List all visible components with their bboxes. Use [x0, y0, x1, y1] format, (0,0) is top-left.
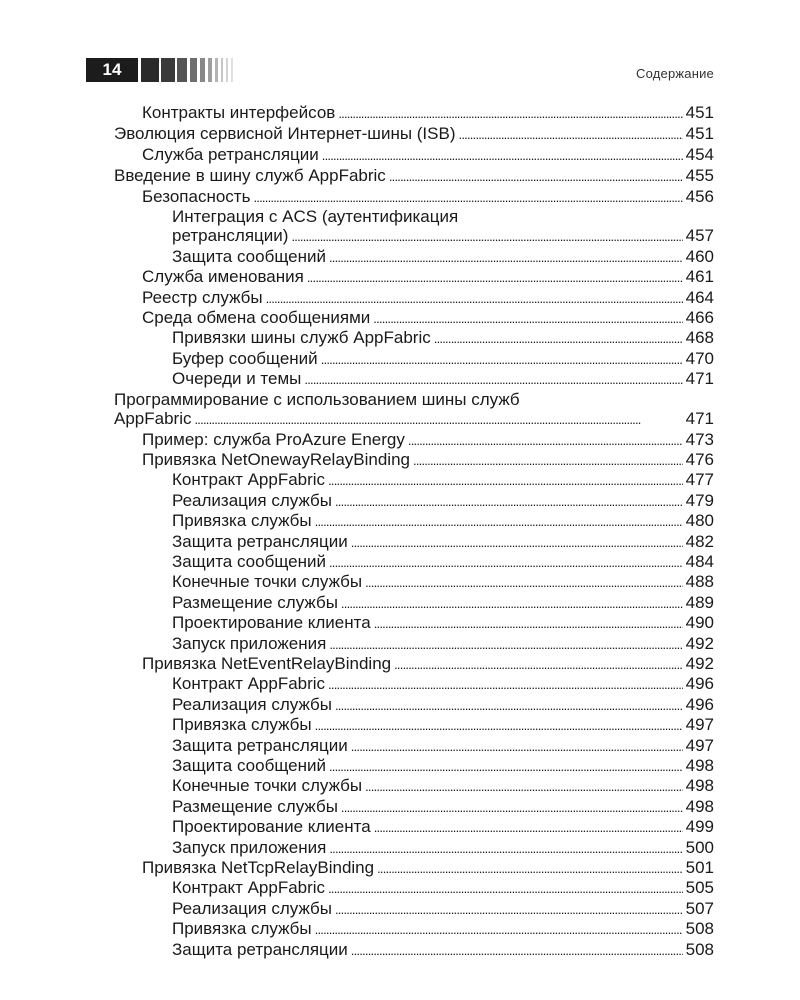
- toc-item-title: Контракт AppFabric: [172, 470, 326, 490]
- toc-entry-row: [114, 409, 714, 429]
- toc-item-title: Проектирование клиента: [172, 817, 371, 837]
- toc-item[interactable]: [114, 288, 714, 308]
- page-number: 14: [86, 58, 138, 82]
- toc-item-title: Реестр службы: [142, 287, 263, 307]
- dot-leader: [329, 634, 682, 654]
- dot-leader: [335, 899, 683, 919]
- toc-item-title: Безопасность: [142, 186, 251, 206]
- toc-item-page: 499: [685, 817, 714, 837]
- toc-item-title: Проектирование клиента: [172, 613, 371, 633]
- dot-leader: [434, 328, 683, 348]
- toc-item-page: 505: [685, 878, 714, 898]
- running-head: Содержание: [636, 66, 714, 81]
- toc-item[interactable]: [114, 267, 714, 287]
- toc-item-title: Защита сообщений: [172, 756, 326, 775]
- dot-leader: [408, 430, 683, 450]
- dot-leader: [351, 532, 683, 552]
- toc-item-title: Контракты интерфейсов: [142, 103, 336, 122]
- toc-item-page: 464: [685, 287, 714, 307]
- toc-item-title: AppFabric: [114, 409, 192, 429]
- toc-item-title: Запуск приложения: [172, 633, 327, 653]
- toc-item[interactable]: [114, 491, 714, 511]
- toc-item-page: 489: [685, 592, 714, 612]
- dot-leader: [365, 572, 683, 592]
- toc-item-title-line1: Интеграция с ACS (аутентификация: [172, 207, 459, 227]
- dot-leader: [394, 654, 683, 674]
- dot-leader: [291, 226, 682, 246]
- toc-item-page: 498: [685, 776, 714, 796]
- toc-item[interactable]: [114, 572, 714, 592]
- toc-item[interactable]: [114, 207, 714, 247]
- dot-leader: [328, 470, 683, 490]
- toc-item-title: Размещение службы: [172, 592, 338, 612]
- toc-item-page: 476: [685, 449, 714, 469]
- dot-leader: [351, 736, 683, 756]
- toc-item-title: Привязка службы: [172, 919, 312, 939]
- dot-leader: [328, 674, 683, 694]
- toc-item[interactable]: [114, 817, 714, 837]
- dot-leader: [338, 103, 682, 123]
- toc-item-title: Служба именования: [142, 267, 304, 287]
- toc-item-page: 498: [685, 796, 714, 816]
- toc-item[interactable]: [114, 247, 714, 267]
- toc-item-page: 455: [685, 166, 714, 186]
- toc-item[interactable]: [114, 103, 714, 123]
- toc-item-title: Привязки шины служб AppFabric: [172, 328, 431, 348]
- toc-item[interactable]: [114, 369, 714, 389]
- toc-item-title: Защита ретрансляции: [172, 939, 348, 959]
- dot-leader: [377, 858, 683, 878]
- dot-leader: [373, 308, 682, 328]
- dot-leader: [307, 267, 683, 287]
- toc-item-page: 500: [685, 837, 714, 857]
- dot-leader: [329, 247, 683, 267]
- toc-item[interactable]: [114, 797, 714, 817]
- toc-item[interactable]: [114, 145, 714, 165]
- toc-item-page: 496: [685, 694, 714, 714]
- toc-item-page: 477: [685, 470, 714, 490]
- table-of-contents: [114, 103, 714, 960]
- toc-item-title: Буфер сообщений: [172, 348, 318, 368]
- toc-item-page: 508: [685, 919, 714, 939]
- toc-item-title: Защита ретрансляции: [172, 735, 348, 755]
- toc-item-title: Защита сообщений: [172, 246, 326, 266]
- toc-item[interactable]: [114, 166, 714, 186]
- toc-item[interactable]: [114, 328, 714, 348]
- toc-item-title: Привязка службы: [172, 511, 312, 531]
- toc-item-title: Привязка службы: [172, 715, 312, 735]
- toc-item-page: 488: [685, 572, 714, 592]
- toc-item[interactable]: [114, 858, 714, 878]
- toc-item[interactable]: [114, 756, 714, 776]
- toc-item-title: Среда обмена сообщениями: [142, 308, 371, 328]
- toc-item[interactable]: [114, 878, 714, 898]
- toc-item-title: Реализация службы: [172, 490, 332, 510]
- toc-item-page: 508: [685, 939, 714, 959]
- toc-item-page: 466: [685, 308, 714, 328]
- toc-item[interactable]: [114, 919, 714, 939]
- dot-leader: [304, 369, 682, 389]
- toc-item[interactable]: [114, 308, 714, 328]
- toc-item-page: 451: [685, 103, 714, 122]
- toc-item-page: 473: [685, 429, 714, 449]
- dot-leader: [194, 409, 682, 429]
- toc-item-page: 480: [685, 511, 714, 531]
- toc-item-title: Конечные точки службы: [172, 572, 363, 592]
- dot-leader: [315, 919, 683, 939]
- dot-leader: [374, 817, 683, 837]
- toc-item-title: Конечные точки службы: [172, 776, 363, 796]
- dot-leader: [341, 797, 683, 817]
- toc-item-page: 490: [685, 613, 714, 633]
- toc-item[interactable]: [114, 613, 714, 633]
- toc-item-title: Очереди и темы: [172, 369, 302, 389]
- dot-leader: [329, 838, 682, 858]
- toc-item-page: 496: [685, 674, 714, 694]
- toc-item-page: 461: [685, 267, 714, 287]
- toc-item-page: 507: [685, 898, 714, 918]
- toc-item-page: 470: [685, 348, 714, 368]
- toc-item[interactable]: [114, 470, 714, 490]
- dot-leader: [266, 288, 683, 308]
- toc-item-title: Эволюция сервисной Интернет-шины (ISB): [114, 124, 456, 144]
- toc-item-title: Реализация службы: [172, 694, 332, 714]
- dot-leader: [335, 491, 683, 511]
- toc-item[interactable]: [114, 349, 714, 369]
- dot-leader: [341, 593, 683, 613]
- toc-item[interactable]: [114, 552, 714, 572]
- toc-item[interactable]: [114, 634, 714, 654]
- toc-item[interactable]: [114, 430, 714, 450]
- dot-leader: [321, 349, 683, 369]
- toc-item-title: Размещение службы: [172, 796, 338, 816]
- toc-item[interactable]: [114, 695, 714, 715]
- toc-item-title: Пример: служба ProAzure Energy: [142, 429, 405, 449]
- toc-item-page: 492: [685, 653, 714, 673]
- toc-item[interactable]: [114, 736, 714, 756]
- toc-item-page: 460: [685, 246, 714, 266]
- toc-item[interactable]: [114, 511, 714, 531]
- toc-item-title: Привязка NetTcpRelayBinding: [142, 858, 375, 878]
- dot-leader: [322, 145, 683, 165]
- toc-item[interactable]: [114, 450, 714, 470]
- toc-item-title: ретрансляции): [172, 226, 289, 246]
- toc-entry-row: [114, 226, 714, 246]
- toc-item-page: 484: [685, 551, 714, 571]
- toc-item-page: 482: [685, 531, 714, 551]
- toc-item[interactable]: [114, 593, 714, 613]
- dot-leader: [253, 187, 682, 207]
- dot-leader: [459, 124, 683, 144]
- toc-item-page: 497: [685, 715, 714, 735]
- toc-item-page: 498: [685, 756, 714, 775]
- dot-leader: [329, 552, 683, 572]
- dot-leader: [413, 450, 683, 470]
- toc-item-page: 456: [685, 186, 714, 206]
- toc-item[interactable]: [114, 674, 714, 694]
- toc-item-title: Защита ретрансляции: [172, 531, 348, 551]
- toc-item-title: Реализация службы: [172, 898, 332, 918]
- dot-leader: [351, 940, 683, 960]
- dot-leader: [365, 776, 683, 796]
- toc-item-page: 471: [685, 369, 714, 389]
- dot-leader: [389, 166, 683, 186]
- toc-item-title: Запуск приложения: [172, 837, 327, 857]
- toc-item-page: 471: [685, 409, 714, 429]
- toc-item[interactable]: [114, 715, 714, 735]
- toc-item-title: Защита сообщений: [172, 551, 326, 571]
- toc-item[interactable]: [114, 532, 714, 552]
- toc-item[interactable]: [114, 187, 714, 207]
- toc-item-title: Контракт AppFabric: [172, 674, 326, 694]
- toc-item[interactable]: [114, 899, 714, 919]
- toc-item-title-line1: Программирование с использованием шины служб: [114, 389, 520, 409]
- dot-leader: [328, 878, 683, 898]
- dot-leader: [329, 756, 683, 776]
- toc-item-page: 501: [685, 858, 714, 878]
- dot-leader: [315, 715, 683, 735]
- dot-leader: [335, 695, 683, 715]
- toc-item[interactable]: [114, 940, 714, 960]
- toc-item-title: Служба ретрансляции: [142, 144, 319, 164]
- toc-item-page: 479: [685, 490, 714, 510]
- toc-item-page: 457: [685, 226, 714, 246]
- dot-leader: [315, 511, 683, 531]
- toc-item-title: Привязка NetOnewayRelayBinding: [142, 449, 410, 469]
- toc-item-title: Привязка NetEventRelayBinding: [142, 653, 392, 673]
- header-decorative-bars: [141, 58, 233, 82]
- toc-item[interactable]: [114, 776, 714, 796]
- toc-item-page: 468: [685, 328, 714, 348]
- toc-item-page: 454: [685, 144, 714, 164]
- toc-item-page: 451: [685, 124, 714, 144]
- dot-leader: [374, 613, 683, 633]
- toc-item-title: Контракт AppFabric: [172, 878, 326, 898]
- toc-item-title: Введение в шину служб AppFabric: [114, 166, 386, 186]
- toc-item[interactable]: [114, 124, 714, 144]
- toc-item-page: 497: [685, 735, 714, 755]
- toc-item[interactable]: [114, 654, 714, 674]
- toc-item[interactable]: [114, 838, 714, 858]
- toc-item[interactable]: [114, 390, 714, 430]
- toc-item-page: 492: [685, 633, 714, 653]
